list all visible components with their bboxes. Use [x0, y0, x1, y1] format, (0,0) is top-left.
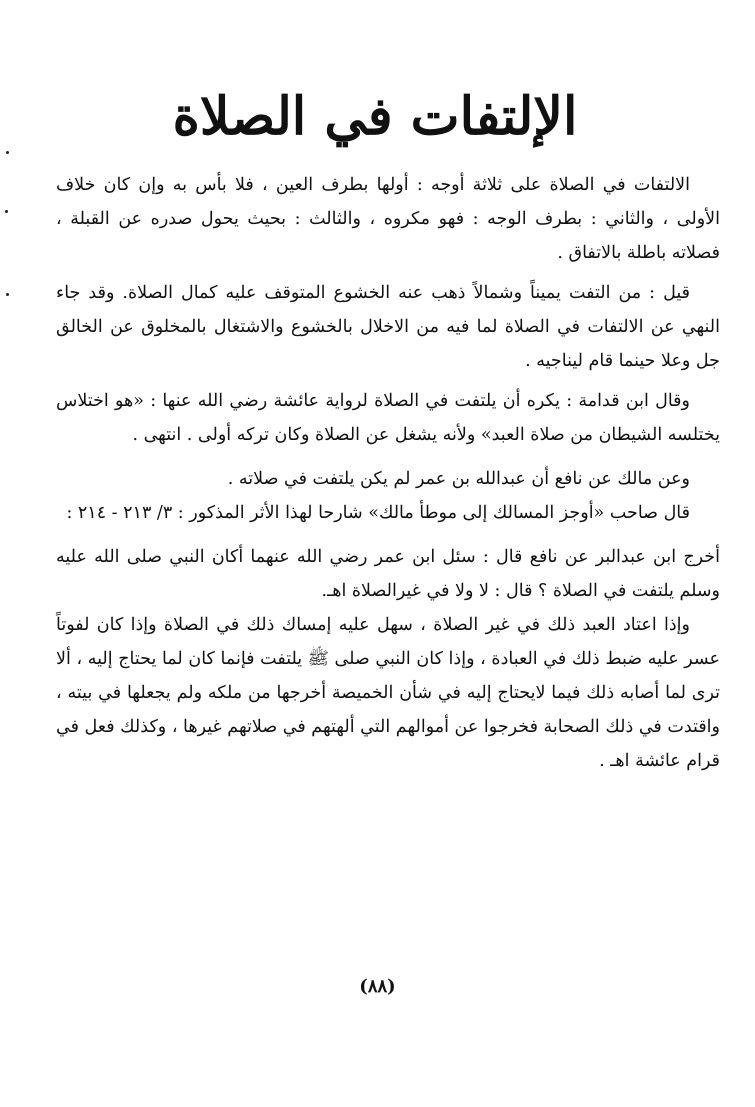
margin-dot-mark — [6, 151, 9, 154]
margin-dot-mark — [6, 293, 9, 296]
chapter-title: الإلتفات في الصلاة — [172, 86, 578, 147]
margin-dot-mark — [5, 210, 8, 213]
paragraph-5: قال صاحب «أوجز المسالك إلى موطأ مالك» شارحا لهذا الأثر المذكور : ٣/ ٢١٣ - ٢١٤ : — [66, 503, 690, 523]
body-text — [56, 168, 720, 778]
paragraph-1: الالتفات في الصلاة على ثلاثة أوجه : أولها بطرف العين ، فلا بأس به وإن كان خلاف الأولى ، والثاني : بطرف الوجه : فهو مكروه ، والثالث : بحيث يحول صدره عن القبلة ، فصلاته باطلة بالاتفاق . — [56, 175, 720, 263]
page-number: (٨٨) — [359, 976, 396, 997]
paragraph-4: وعن مالك عن نافع أن عبدالله بن عمر لم يكن يلتفت في صلاته . — [227, 469, 690, 489]
paragraph-7: وإذا اعتاد العبد ذلك في غير الصلاة ، سهل عليه إمساك ذلك في الصلاة وإذا كان لفوتاً عسر عليه ضبط ذلك في العبادة ، وإذا كان النبي صلى ﷺ يلتفت فإنما كان لما يحتاج إليه ، ألا ترى لما أصابه ذلك فيما لايحتاج إليه في شأن الخميصة أخرجها من ملكه ولم يجعلها في بيته ، واقتدت في ذلك الصحابة فخرجوا عن أموالهم التي ألهتهم في صلاتهم غيرها ، وكذلك فعل في قرام عائشة اهـ . — [56, 615, 720, 771]
paragraph-3: وقال ابن قدامة : يكره أن يلتفت في الصلاة لرواية عائشة رضي الله عنها : «هو اختلاس يختلسه الشيطان من صلاة العبد» ولأنه يشغل عن الصلاة وكان تركه أولى . انتهى . — [56, 391, 720, 445]
paragraph-6: أخرج ابن عبدالبر عن نافع قال : سئل ابن عمر رضي الله عنهما أكان النبي صلى الله عليه وسلم يلتفت في الصلاة ؟ قال : لا ولا في غيرالصلاة اهـ. — [56, 547, 720, 601]
paragraph-2: قيل : من التفت يميناً وشمالاً ذهب عنه الخشوع المتوقف عليه كمال الصلاة. وقد جاء النهي عن الالتفات في الصلاة لما فيه من الاخلال بالخشوع والاشتغال بالمخلوق عن الخالق جل وعلا حينما قام ليناجيه . — [56, 283, 720, 371]
